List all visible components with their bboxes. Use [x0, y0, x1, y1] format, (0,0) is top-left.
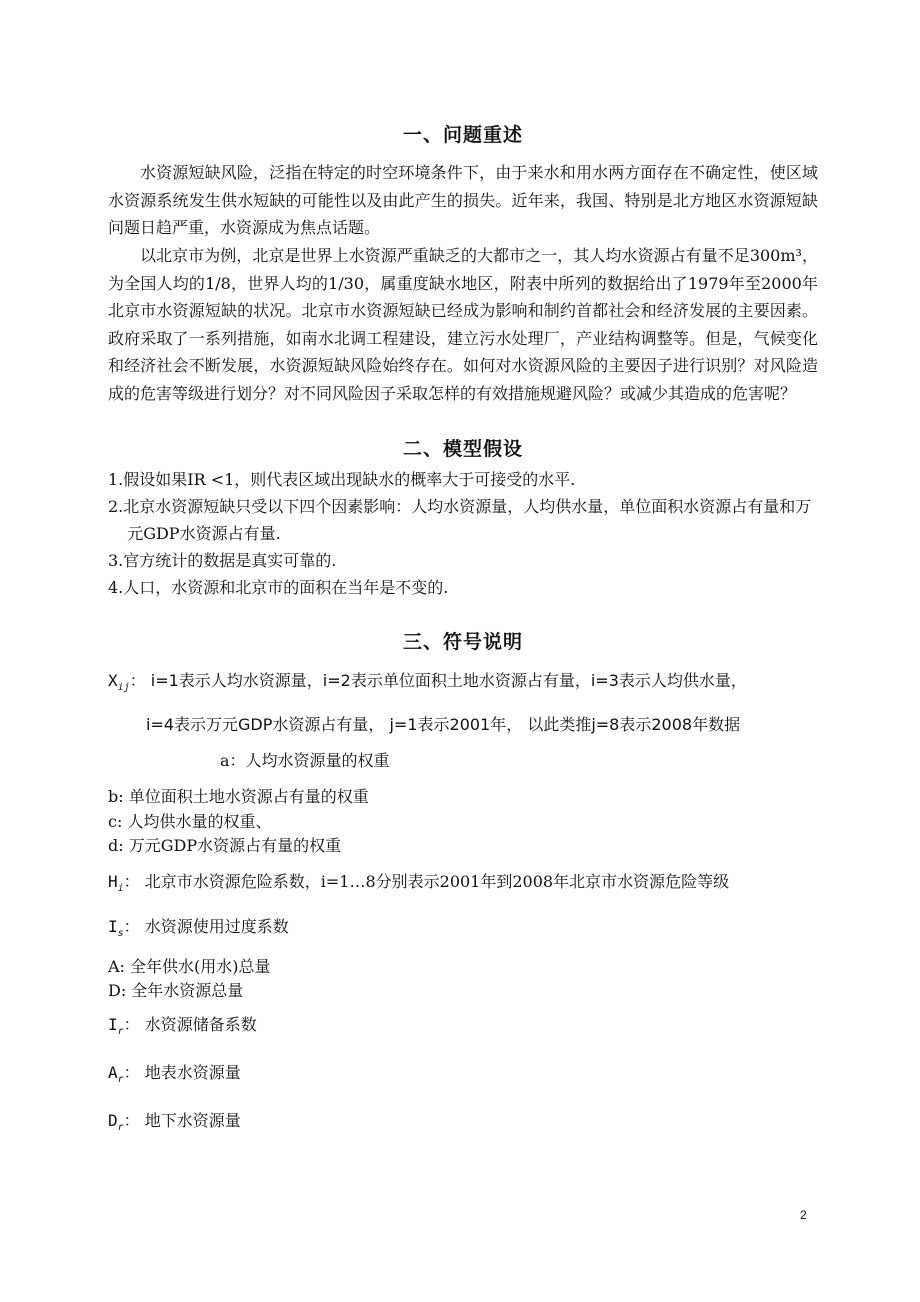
symbol-d: d: 万元GDP水资源占有量的权重 [108, 836, 342, 855]
symbol-ar-desc: ： 地表水资源量 [123, 1063, 241, 1082]
symbol-h-sub: i [117, 883, 124, 895]
symbol-x-base: X [108, 671, 118, 690]
symbol-is-line [108, 915, 289, 946]
symbol-dr-desc: ： 地下水资源量 [123, 1111, 241, 1130]
page-number: 2 [800, 1208, 807, 1222]
symbol-ar-base: A [108, 1063, 118, 1082]
symbol-ar-sub: r [117, 1074, 124, 1086]
symbol-ir-base: I [108, 1015, 118, 1034]
symbol-h-line [108, 870, 729, 901]
symbol-dr-sub: r [117, 1122, 124, 1134]
symbol-is-desc: ： 水资源使用过度系数 [123, 917, 289, 936]
section-title-problem-restatement: 一、问题重述 [402, 124, 523, 146]
symbol-D: D: 全年水资源总量 [108, 981, 244, 1000]
section-title-symbols: 三、符号说明 [402, 631, 523, 653]
symbol-is-sub: s [117, 928, 124, 940]
assumption-item-4: 4.人口，水资源和北京市的面积在当年是不变的. [108, 578, 449, 597]
section-title-model-assumptions: 二、模型假设 [402, 438, 523, 460]
symbol-b: b: 单位面积土地水资源占有量的权重 [108, 787, 369, 806]
symbol-h-desc: ： 北京市水资源危险系数，i=1…8分别表示2001年到2008年北京市水资源危险等级 [123, 872, 730, 891]
symbol-ar-line [108, 1061, 241, 1092]
symbol-is-base: I [108, 917, 118, 936]
symbol-ir-sub: r [117, 1026, 124, 1038]
symbol-x-desc: ： i=1表示人均水资源量，i=2表示单位面积土地水资源占有量，i=3表示人均供水量， [129, 671, 747, 690]
assumption-item-1: 1.假设如果IR <1，则代表区域出现缺水的概率大于可接受的水平. [108, 470, 576, 489]
symbol-x-continuation: i=4表示万元GDP水资源占有量， j=1表示2001年， 以此类推j=8表示2008年数据 [146, 715, 741, 734]
paragraph-2: 以北京市为例，北京是世界上水资源严重缺乏的大都市之一，其人均水资源占有量不足300m³，为全国人均的1/8，世界人均的1/30，属重度缺水地区，附表中所列的数据给出了1979年至2000年北京市水资源短缺的状况。北京市水资源短缺已经成为影响和制约首都社会和经济发展的主要因素。政府采取了一系列措施，如南水北调工程建设，建立污水处理厂，产业结构调整等。但是，气候变化和经济社会不断发展，水资源短缺风险始终存在。如何对水资源风险的主要因子进行识别？对风险造成的危害等级进行划分？对不同风险因子采取怎样的有效措施规避风险？或减少其造成的危害呢？ [108, 246, 818, 403]
assumption-item-2: 2.北京水资源短缺只受以下四个因素影响：人均水资源量，人均供水量，单位面积水资源占有量和万元GDP水资源占有量. [108, 497, 812, 543]
symbol-dr-line [108, 1109, 241, 1140]
symbol-ir-line [108, 1013, 257, 1044]
assumption-item-3: 3.官方统计的数据是真实可靠的. [108, 551, 337, 570]
symbol-h-base: H [108, 872, 118, 891]
symbol-c: c: 人均供水量的权重、 [108, 812, 272, 831]
symbol-ir-desc: ： 水资源储备系数 [123, 1015, 257, 1034]
symbol-x-sub: ij [117, 682, 130, 694]
symbol-x-line [108, 669, 747, 700]
paragraph-1: 水资源短缺风险，泛指在特定的时空环境条件下，由于来水和用水两方面存在不确定性，使区域水资源系统发生供水短缺的可能性以及由此产生的损失。近年来，我国、特别是北方地区水资源短缺问题日趋严重，水资源成为焦点话题。 [108, 163, 818, 237]
symbol-dr-base: D [108, 1111, 118, 1130]
assumption-list [108, 466, 818, 601]
symbol-a: a：人均水资源量的权重 [220, 751, 390, 770]
symbol-A: A: 全年供水(用水)总量 [108, 957, 271, 976]
